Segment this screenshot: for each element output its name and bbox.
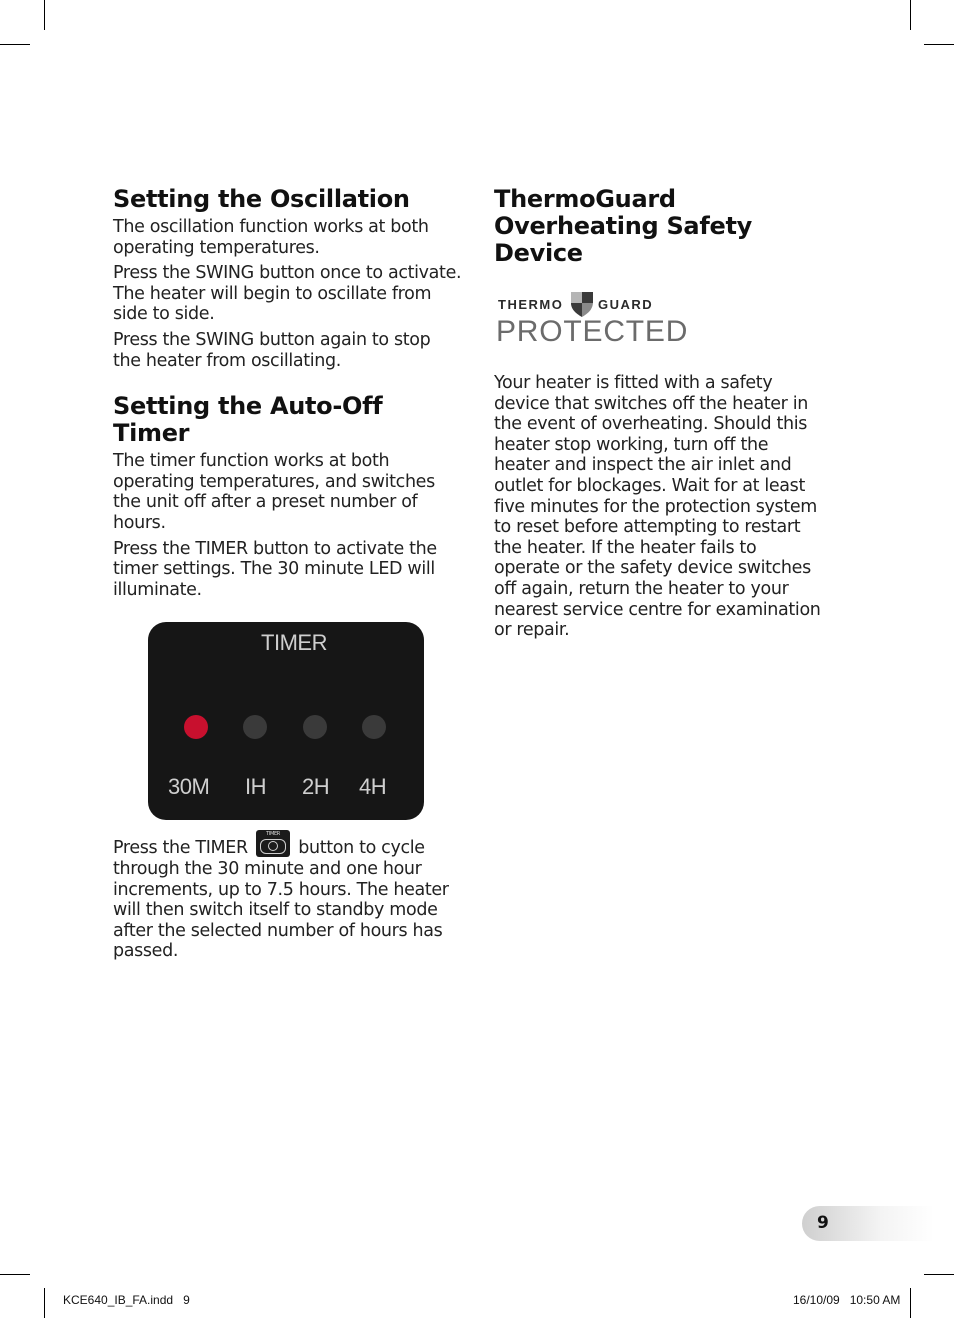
led-label-4h: 4H (359, 774, 387, 800)
led-label-1h: IH (245, 774, 266, 800)
oscillation-paragraph: The oscillation function works at both operating temperatures. (113, 217, 429, 258)
timer-cycle-text-before: Press the TIMER (113, 838, 248, 859)
oscillation-paragraph: Press the SWING button again to stop the heater from oscillating. (113, 329, 431, 371)
led-label-2h: 2H (302, 774, 330, 800)
timer-paragraph: Press the TIMER button to activate the timer settings. The 30 minute LED will illuminate. (113, 538, 437, 600)
timer-panel-illustration (148, 622, 424, 820)
page-number: 9 (817, 1213, 829, 1233)
timer-paragraph: The timer function works at both operating temperatures, and switches the unit off after a preset number of hours. (113, 451, 435, 533)
crop-mark (44, 1288, 45, 1318)
slug-filename: KCE640_IB_FA.indd 9 (63, 1293, 190, 1307)
timer-panel-title: TIMER (261, 630, 327, 656)
timer-button-label: TIMER (266, 831, 280, 838)
timer-cycle-paragraph (113, 830, 463, 962)
timer-button-icon (256, 830, 290, 857)
crop-mark (910, 0, 911, 30)
shield-icon (568, 290, 596, 318)
led-30m (184, 715, 208, 739)
oscillation-heading: Setting the Oscillation (113, 185, 410, 213)
led-4h (362, 715, 386, 739)
crop-mark (0, 44, 30, 45)
crop-mark (910, 1288, 911, 1318)
crop-mark (44, 0, 45, 30)
slug-timestamp: 16/10/09 10:50 AM (793, 1293, 901, 1307)
led-2h (303, 715, 327, 739)
crop-mark (0, 1274, 30, 1275)
timer-cycle-text-after: button to cycle through the 30 minute and one hour increments, up to 7.5 hours. The heater will then switch itself to standby mode after the selected number of hours has passed. (113, 838, 449, 962)
timer-heading: Setting the Auto-Off Timer (113, 392, 383, 448)
page-number-tab (802, 1206, 934, 1241)
thermoguard-heading: ThermoGuard Overheating Safety Device (494, 185, 752, 267)
crop-mark (924, 44, 954, 45)
crop-mark (924, 1274, 954, 1275)
logo-word-protected: PROTECTED (496, 315, 689, 348)
right-column (494, 186, 824, 646)
logo-word-thermo: THERMO (498, 297, 564, 312)
thermoguard-paragraph: Your heater is fitted with a safety device that switches off the heater in the event of overheating. Should this heater stop working, turn off the heater and inspect the air inlet and outlet for blockages. Wait for at least five minutes for the protection system to reset before attempting to restart the heater. If the heater fails to operate or the safety device switches off again, return the heater to your nearest service centre for examination or repair. (494, 373, 821, 641)
led-1h (243, 715, 267, 739)
thermoguard-logo (496, 289, 689, 349)
logo-word-guard: GUARD (598, 297, 654, 312)
left-column (113, 186, 463, 967)
oscillation-paragraph: Press the SWING button once to activate. The heater will begin to oscillate from side to side. (113, 263, 462, 325)
led-label-30m: 30M (168, 774, 210, 800)
